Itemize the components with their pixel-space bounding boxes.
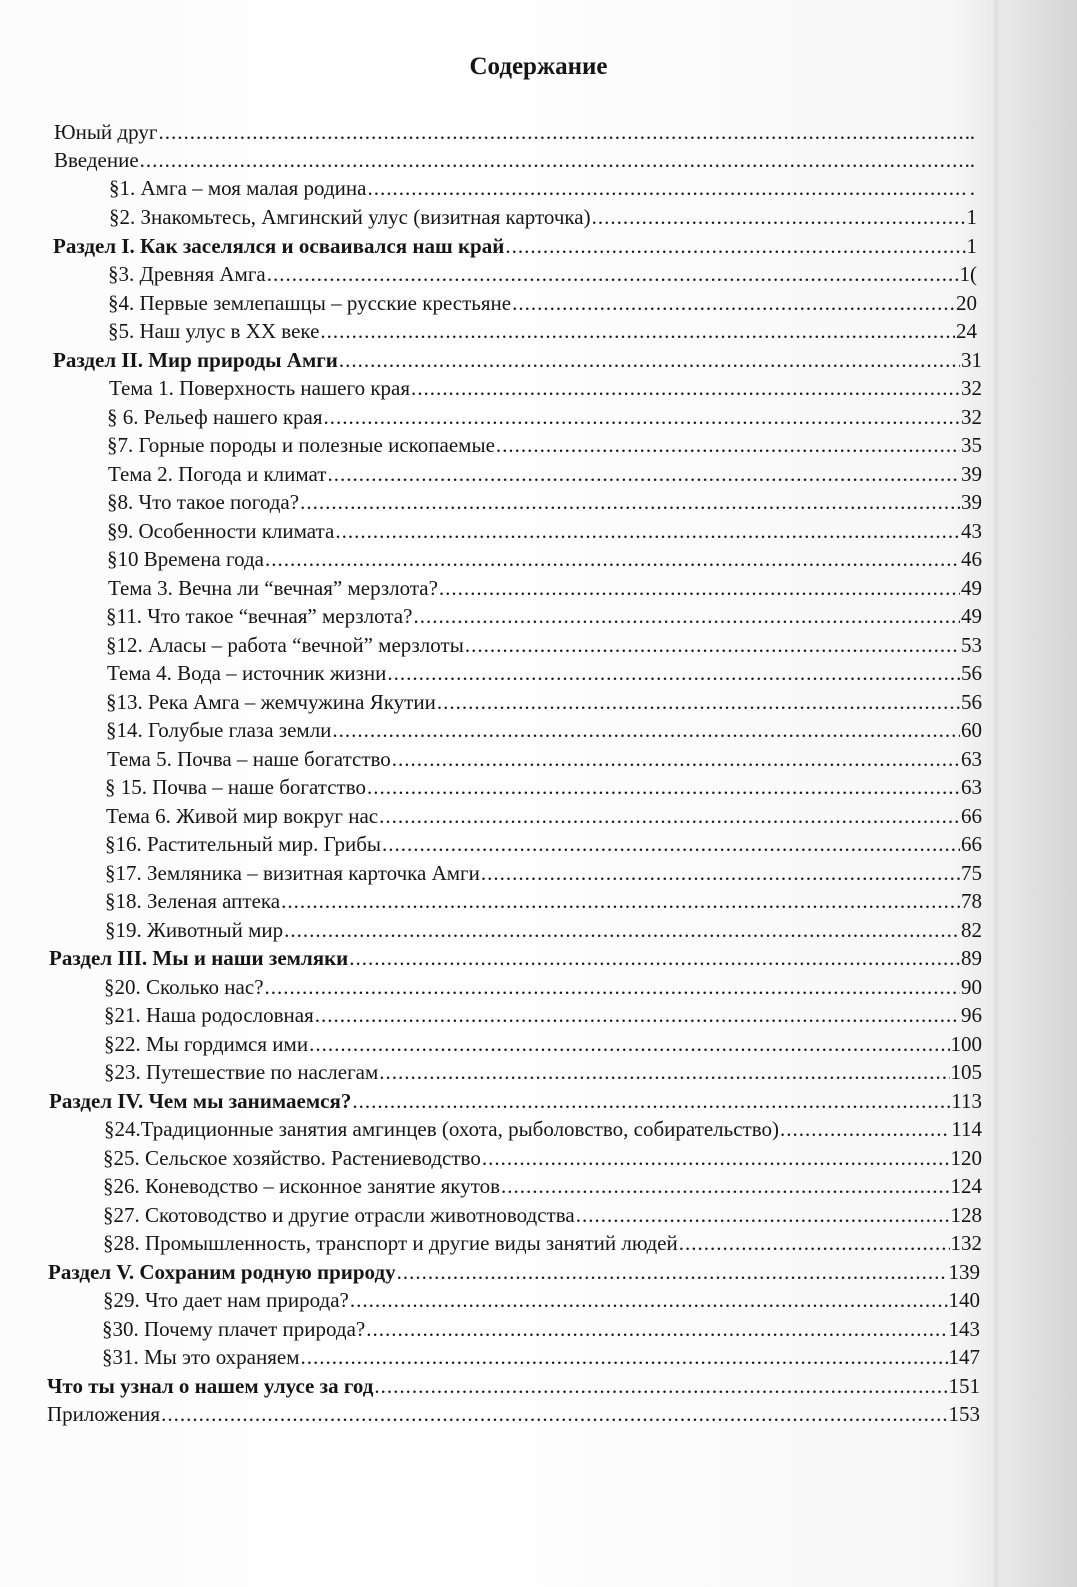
toc-entry-title: §26. Коневодство – исконное занятие якутов — [103, 1174, 501, 1198]
toc-entry-title: §21. Наша родословная — [104, 1003, 314, 1027]
toc-entry[interactable] — [102, 1315, 980, 1343]
toc-entry-title: §13. Река Амга – жемчужина Якутии — [106, 690, 436, 714]
toc-page-number: 66 — [961, 832, 982, 856]
toc-page-number: 43 — [961, 519, 982, 543]
toc-entry-title: Приложения — [47, 1402, 161, 1426]
dot-leader — [335, 517, 960, 545]
toc-entry[interactable] — [103, 1229, 982, 1257]
toc-page-number: 56 — [961, 661, 982, 685]
toc-entry-title: Введение — [54, 148, 139, 172]
toc-page-number: 35 — [961, 433, 982, 457]
dot-leader — [324, 403, 960, 431]
toc-entry[interactable] — [47, 1400, 980, 1428]
toc-page-number: 90 — [961, 975, 982, 999]
toc-page-number: 100 — [950, 1032, 982, 1056]
toc-page-number: 1 — [966, 234, 977, 258]
toc-entry-title: Тема 6. Живой мир вокруг нас — [106, 804, 379, 828]
toc-entry-title: Раздел IV. Чем мы занимаемся? — [49, 1089, 352, 1113]
toc-page-number: 140 — [948, 1288, 980, 1312]
dot-leader — [592, 203, 966, 231]
toc-page-number: 46 — [961, 547, 982, 571]
toc-entry-title: Что ты узнал о нашем улусе за год — [47, 1374, 374, 1398]
toc-page-number: 39 — [961, 490, 982, 514]
dot-leader — [350, 1286, 948, 1314]
dot-leader — [140, 146, 969, 174]
toc-entry-title: §5. Наш улус в XX веке — [108, 319, 320, 343]
dot-leader — [379, 1058, 949, 1086]
toc-entry-title: §31. Мы это охраняем — [102, 1345, 300, 1369]
toc-page-number: 1 — [966, 205, 977, 229]
toc-entry-title: §2. Знакомьтесь, Амгинский улус (визитная карточка) — [109, 205, 591, 229]
toc-page-number: 78 — [961, 889, 982, 913]
toc-entry-title: Раздел V. Сохраним родную природу — [48, 1260, 396, 1284]
toc-entry-title: §1. Амга – моя малая родина — [109, 176, 367, 200]
toc-entry-title: §3. Древняя Амга — [108, 262, 266, 286]
toc-page-number: 32 — [961, 405, 982, 429]
dot-leader — [482, 1144, 950, 1172]
toc-page-number: 153 — [948, 1402, 980, 1426]
toc-entry[interactable] — [104, 1058, 982, 1086]
toc-entry-title: Раздел I. Как заселялся и осваивался наш край — [53, 234, 505, 258]
dot-leader — [576, 1201, 950, 1229]
toc-entry[interactable] — [106, 716, 982, 744]
dot-leader — [349, 944, 960, 972]
dot-leader — [320, 317, 955, 345]
toc-entry-title: §19. Животный мир — [105, 918, 284, 942]
toc-entry[interactable] — [107, 431, 982, 459]
toc-entry[interactable] — [108, 317, 977, 345]
toc-entry[interactable] — [107, 403, 982, 431]
toc-entry-title: §9. Особенности климата — [107, 519, 335, 543]
toc-page-number: 32 — [961, 376, 982, 400]
dot-leader — [437, 688, 960, 716]
toc-page-number: 113 — [951, 1089, 982, 1113]
dot-leader — [158, 118, 968, 146]
toc-entry[interactable] — [53, 346, 982, 374]
dot-leader — [465, 631, 960, 659]
dot-leader — [501, 1172, 949, 1200]
toc-entry[interactable] — [104, 1001, 982, 1029]
toc-page-number: 120 — [950, 1146, 982, 1170]
dot-leader — [265, 545, 960, 573]
toc-entry-title: Тема 3. Вечна ли “вечная” мерзлота? — [108, 576, 438, 600]
toc-entry[interactable] — [106, 688, 982, 716]
toc-entry[interactable] — [105, 859, 982, 887]
dot-leader — [367, 174, 968, 202]
toc-page-number: 60 — [961, 718, 982, 742]
toc-entry-title: §12. Аласы – работа “вечной” мерзлоты — [106, 633, 464, 657]
toc-entry-title: §16. Растительный мир. Грибы — [105, 832, 382, 856]
dot-leader — [679, 1229, 950, 1257]
toc-entry[interactable] — [104, 973, 982, 1001]
toc-page-number: 1( — [959, 262, 977, 286]
toc-page-number: 66 — [961, 804, 982, 828]
toc-page-number: 75 — [961, 861, 982, 885]
dot-leader — [352, 1087, 950, 1115]
toc-entry[interactable] — [109, 374, 982, 402]
toc-page-number: 114 — [951, 1117, 982, 1141]
toc-page-number: 128 — [950, 1203, 982, 1227]
toc-entry[interactable] — [48, 1258, 980, 1286]
toc-entry[interactable] — [49, 1087, 982, 1115]
toc-page-number: 143 — [948, 1317, 980, 1341]
toc-entry-title: §14. Голубые глаза земли — [106, 718, 332, 742]
dot-leader — [281, 887, 960, 915]
toc-entry-title: Раздел III. Мы и наши земляки — [49, 946, 349, 970]
dot-leader — [397, 1258, 948, 1286]
dot-leader — [413, 602, 960, 630]
toc-page-number: 132 — [950, 1231, 982, 1255]
toc-entry-title: §23. Путешествие по наслегам — [104, 1060, 379, 1084]
dot-leader — [481, 859, 960, 887]
toc-entry[interactable] — [54, 146, 975, 174]
dot-leader — [366, 1315, 947, 1343]
dot-leader — [267, 260, 959, 288]
toc-entry-title: §20. Сколько нас? — [104, 975, 264, 999]
dot-leader — [382, 830, 960, 858]
dot-leader — [315, 1001, 960, 1029]
toc-entry-title: Тема 2. Погода и климат — [108, 462, 327, 486]
toc-entry-title: §4. Первые землепашцы – русские крестьяне — [108, 291, 512, 315]
toc-entry[interactable] — [47, 1372, 980, 1400]
toc-entry-title: §7. Горные породы и полезные ископаемые — [107, 433, 495, 457]
toc-entry-title: Тема 4. Вода – источник жизни — [107, 661, 387, 685]
toc-entry[interactable] — [53, 232, 977, 260]
toc-page-number: 139 — [948, 1260, 980, 1284]
toc-entry-title: §18. Зеленая аптека — [105, 889, 281, 913]
dot-leader — [327, 460, 960, 488]
dot-leader — [161, 1400, 947, 1428]
toc-entry-title: §8. Что такое погода? — [107, 490, 300, 514]
toc-page-number: 49 — [961, 604, 982, 628]
toc-entry[interactable] — [105, 773, 982, 801]
toc-entry[interactable] — [107, 545, 982, 573]
dot-leader — [339, 346, 960, 374]
dot-leader — [512, 289, 955, 317]
toc-entry-title: Тема 5. Почва – наше богатство — [107, 747, 391, 771]
toc-entry-title: Раздел II. Мир природы Амги — [53, 348, 338, 372]
dot-leader — [374, 1372, 947, 1400]
dot-leader — [300, 488, 960, 516]
toc-entry-title: §17. Земляника – визитная карточка Амги — [105, 861, 480, 885]
toc-entry-title: § 15. Почва – наше богатство — [105, 775, 366, 799]
toc-entry[interactable] — [108, 289, 977, 317]
toc-entry[interactable] — [103, 1286, 980, 1314]
page-title: Содержание — [469, 53, 608, 80]
toc-entry[interactable] — [108, 460, 982, 488]
toc-entry-title: §10 Времена года — [107, 547, 264, 571]
toc-entry[interactable] — [102, 1343, 980, 1371]
dot-leader — [439, 574, 960, 602]
toc-entry[interactable] — [109, 203, 977, 231]
dot-leader — [265, 973, 960, 1001]
toc-page-number: 63 — [961, 775, 982, 799]
toc-page-number: 20 — [956, 291, 977, 315]
toc-entry[interactable] — [103, 1201, 982, 1229]
toc-entry[interactable] — [105, 830, 982, 858]
toc-page-number: 24 — [956, 319, 977, 343]
toc-page-number: 39 — [961, 462, 982, 486]
toc-page-number: . — [969, 120, 975, 144]
toc-page-number: 105 — [950, 1060, 982, 1084]
dot-leader — [392, 745, 960, 773]
toc-entry[interactable] — [103, 1144, 982, 1172]
toc-page-number: . — [969, 176, 975, 200]
toc-entry-title: § 6. Рельеф нашего края — [107, 405, 323, 429]
toc-entry-title: §22. Мы гордимся ими — [104, 1032, 309, 1056]
dot-leader — [284, 916, 960, 944]
toc-entry[interactable] — [106, 802, 982, 830]
toc-page-number: 63 — [961, 747, 982, 771]
toc-page-number: 147 — [948, 1345, 980, 1369]
dot-leader — [387, 659, 960, 687]
dot-leader — [379, 802, 960, 830]
toc-entry-title: Тема 1. Поверхность нашего края — [109, 376, 411, 400]
dot-leader — [309, 1030, 949, 1058]
toc-entry[interactable] — [104, 1115, 982, 1143]
toc-entry-title: §11. Что такое “вечная” мерзлота? — [106, 604, 413, 628]
toc-entry-title: §27. Скотоводство и другие отрасли животноводства — [103, 1203, 575, 1227]
dot-leader — [301, 1343, 948, 1371]
toc-entry-title: §28. Промышленность, транспорт и другие виды занятий людей — [103, 1231, 678, 1255]
toc-entry[interactable] — [108, 574, 982, 602]
toc-entry[interactable] — [108, 260, 977, 288]
toc-entry[interactable] — [107, 659, 982, 687]
toc-page-number: 151 — [948, 1374, 980, 1398]
toc-page-number: 82 — [961, 918, 982, 942]
toc-page-number: 89 — [961, 946, 982, 970]
book-gutter-shadow — [993, 0, 999, 1587]
dot-leader — [411, 374, 960, 402]
toc-page-number: 124 — [950, 1174, 982, 1198]
toc-entry-title: §25. Сельское хозяйство. Растениеводство — [103, 1146, 481, 1170]
toc-entry[interactable] — [105, 916, 982, 944]
toc-entry[interactable] — [103, 1172, 982, 1200]
toc-entry[interactable] — [107, 517, 982, 545]
dot-leader — [367, 773, 960, 801]
toc-page-number: . — [969, 148, 975, 172]
toc-entry-title: Юный друг — [54, 120, 158, 144]
dot-leader — [780, 1115, 950, 1143]
toc-entry[interactable] — [49, 944, 982, 972]
toc-page-number: 31 — [961, 348, 982, 372]
toc-page-number: 56 — [961, 690, 982, 714]
toc-entry[interactable] — [107, 745, 982, 773]
toc-entry[interactable] — [107, 488, 982, 516]
toc-entry[interactable] — [104, 1030, 982, 1058]
dot-leader — [332, 716, 960, 744]
toc-page-number: 49 — [961, 576, 982, 600]
toc-entry[interactable] — [105, 887, 982, 915]
toc-entry-title: §29. Что дает нам природа? — [103, 1288, 349, 1312]
toc-entry[interactable] — [106, 631, 982, 659]
toc-entry-title: §30. Почему плачет природа? — [102, 1317, 366, 1341]
toc-entry-title: §24.Традиционные занятия амгинцев (охота, рыболовство, собирательство) — [104, 1117, 779, 1141]
dot-leader — [505, 232, 965, 260]
toc-entry[interactable] — [106, 602, 982, 630]
toc-page-number: 53 — [961, 633, 982, 657]
toc-entry[interactable] — [109, 174, 975, 202]
toc-entry[interactable] — [54, 118, 975, 146]
dot-leader — [496, 431, 960, 459]
toc-page-number: 96 — [961, 1003, 982, 1027]
